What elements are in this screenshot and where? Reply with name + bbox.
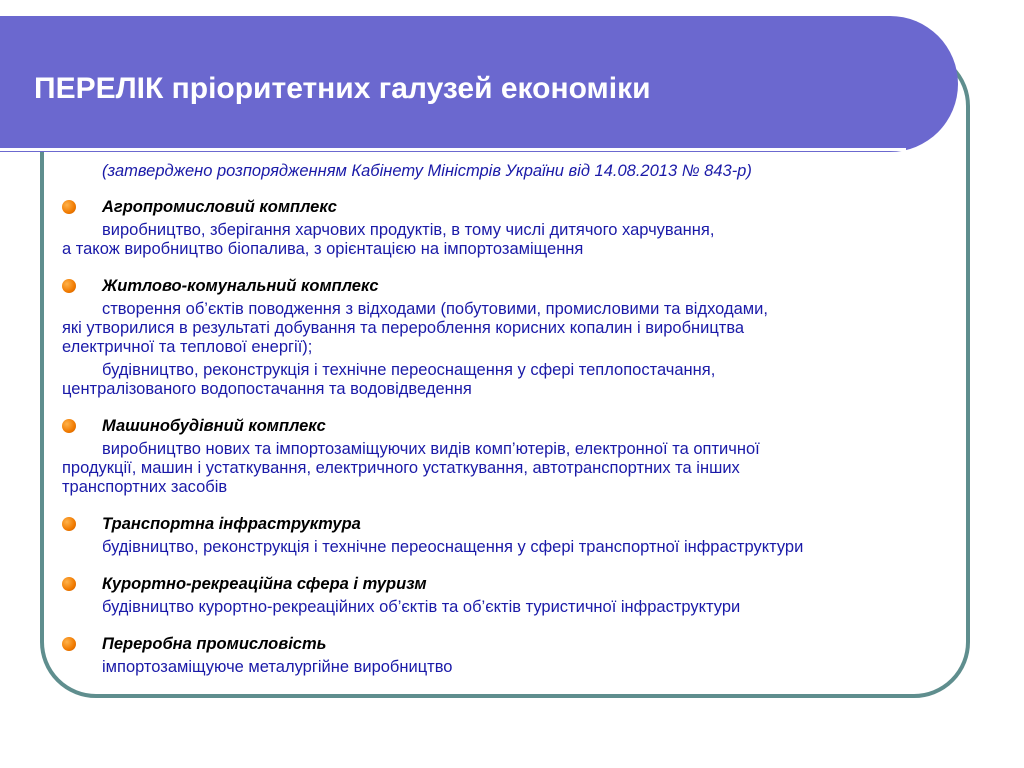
section-heading bbox=[62, 575, 962, 594]
section-heading bbox=[62, 635, 962, 654]
section-heading bbox=[62, 198, 962, 217]
list-item bbox=[62, 635, 962, 677]
section-description: будівництво курортно-рекреаційних об’єктів та об’єктів туристичної інфраструктури bbox=[102, 598, 741, 616]
title-bar bbox=[0, 16, 958, 152]
section-description: будівництво, реконструкція і технічне переоснащення у сфері теплопостачання, централізованого водопостачання та водовідведення bbox=[62, 361, 716, 398]
list-item bbox=[62, 277, 962, 399]
bullet-icon bbox=[62, 577, 76, 591]
section-heading bbox=[62, 515, 962, 534]
section-heading-text: Машинобудівний комплекс bbox=[102, 417, 326, 435]
section-heading bbox=[62, 277, 962, 296]
bullet-icon bbox=[62, 517, 76, 531]
list-item bbox=[62, 515, 962, 557]
bullet-icon bbox=[62, 200, 76, 214]
list-item bbox=[62, 198, 962, 259]
section-description: будівництво, реконструкція і технічне переоснащення у сфері транспортної інфраструктури bbox=[102, 538, 804, 556]
section-description: імпортозаміщуюче металургійне виробництво bbox=[102, 658, 453, 676]
section-description: виробництво, зберігання харчових продуктів, в тому числі дитячого харчування, а також виробництво біопалива, з орієнтацією на імпортозаміщення bbox=[62, 221, 715, 258]
page-title: ПЕРЕЛІК пріоритетних галузей економіки bbox=[34, 72, 651, 105]
section-heading bbox=[62, 417, 962, 436]
list-item bbox=[62, 575, 962, 617]
approval-note: (затверджено розпорядженням Кабінету Міністрів України від 14.08.2013 № 843-р) bbox=[102, 162, 752, 180]
section-heading-text: Переробна промисловість bbox=[102, 635, 327, 653]
bullet-icon bbox=[62, 279, 76, 293]
sections-list bbox=[62, 198, 962, 677]
section-description: створення об’єктів поводження з відходами (побутовими, промисловими та відходами, які утворилися в результаті добування та перероблення корисних копалин і виробництва електричної та теплової енергії); bbox=[62, 300, 768, 356]
list-item bbox=[62, 417, 962, 497]
section-heading-text: Курортно-рекреаційна сфера і туризм bbox=[102, 575, 427, 593]
section-heading-text: Транспортна інфраструктура bbox=[102, 515, 361, 533]
title-underline bbox=[0, 148, 906, 151]
bullet-icon bbox=[62, 419, 76, 433]
section-heading-text: Житлово-комунальний комплекс bbox=[102, 277, 379, 295]
bullet-icon bbox=[62, 637, 76, 651]
section-heading-text: Агропромисловий комплекс bbox=[102, 198, 337, 216]
section-description: виробництво нових та імпортозаміщуючих видів комп’ютерів, електронної та оптичної продукції, машин і устаткування, електричного устаткування, автотранспортних та інших транспортних засобів bbox=[62, 440, 760, 496]
slide-content bbox=[62, 162, 962, 695]
